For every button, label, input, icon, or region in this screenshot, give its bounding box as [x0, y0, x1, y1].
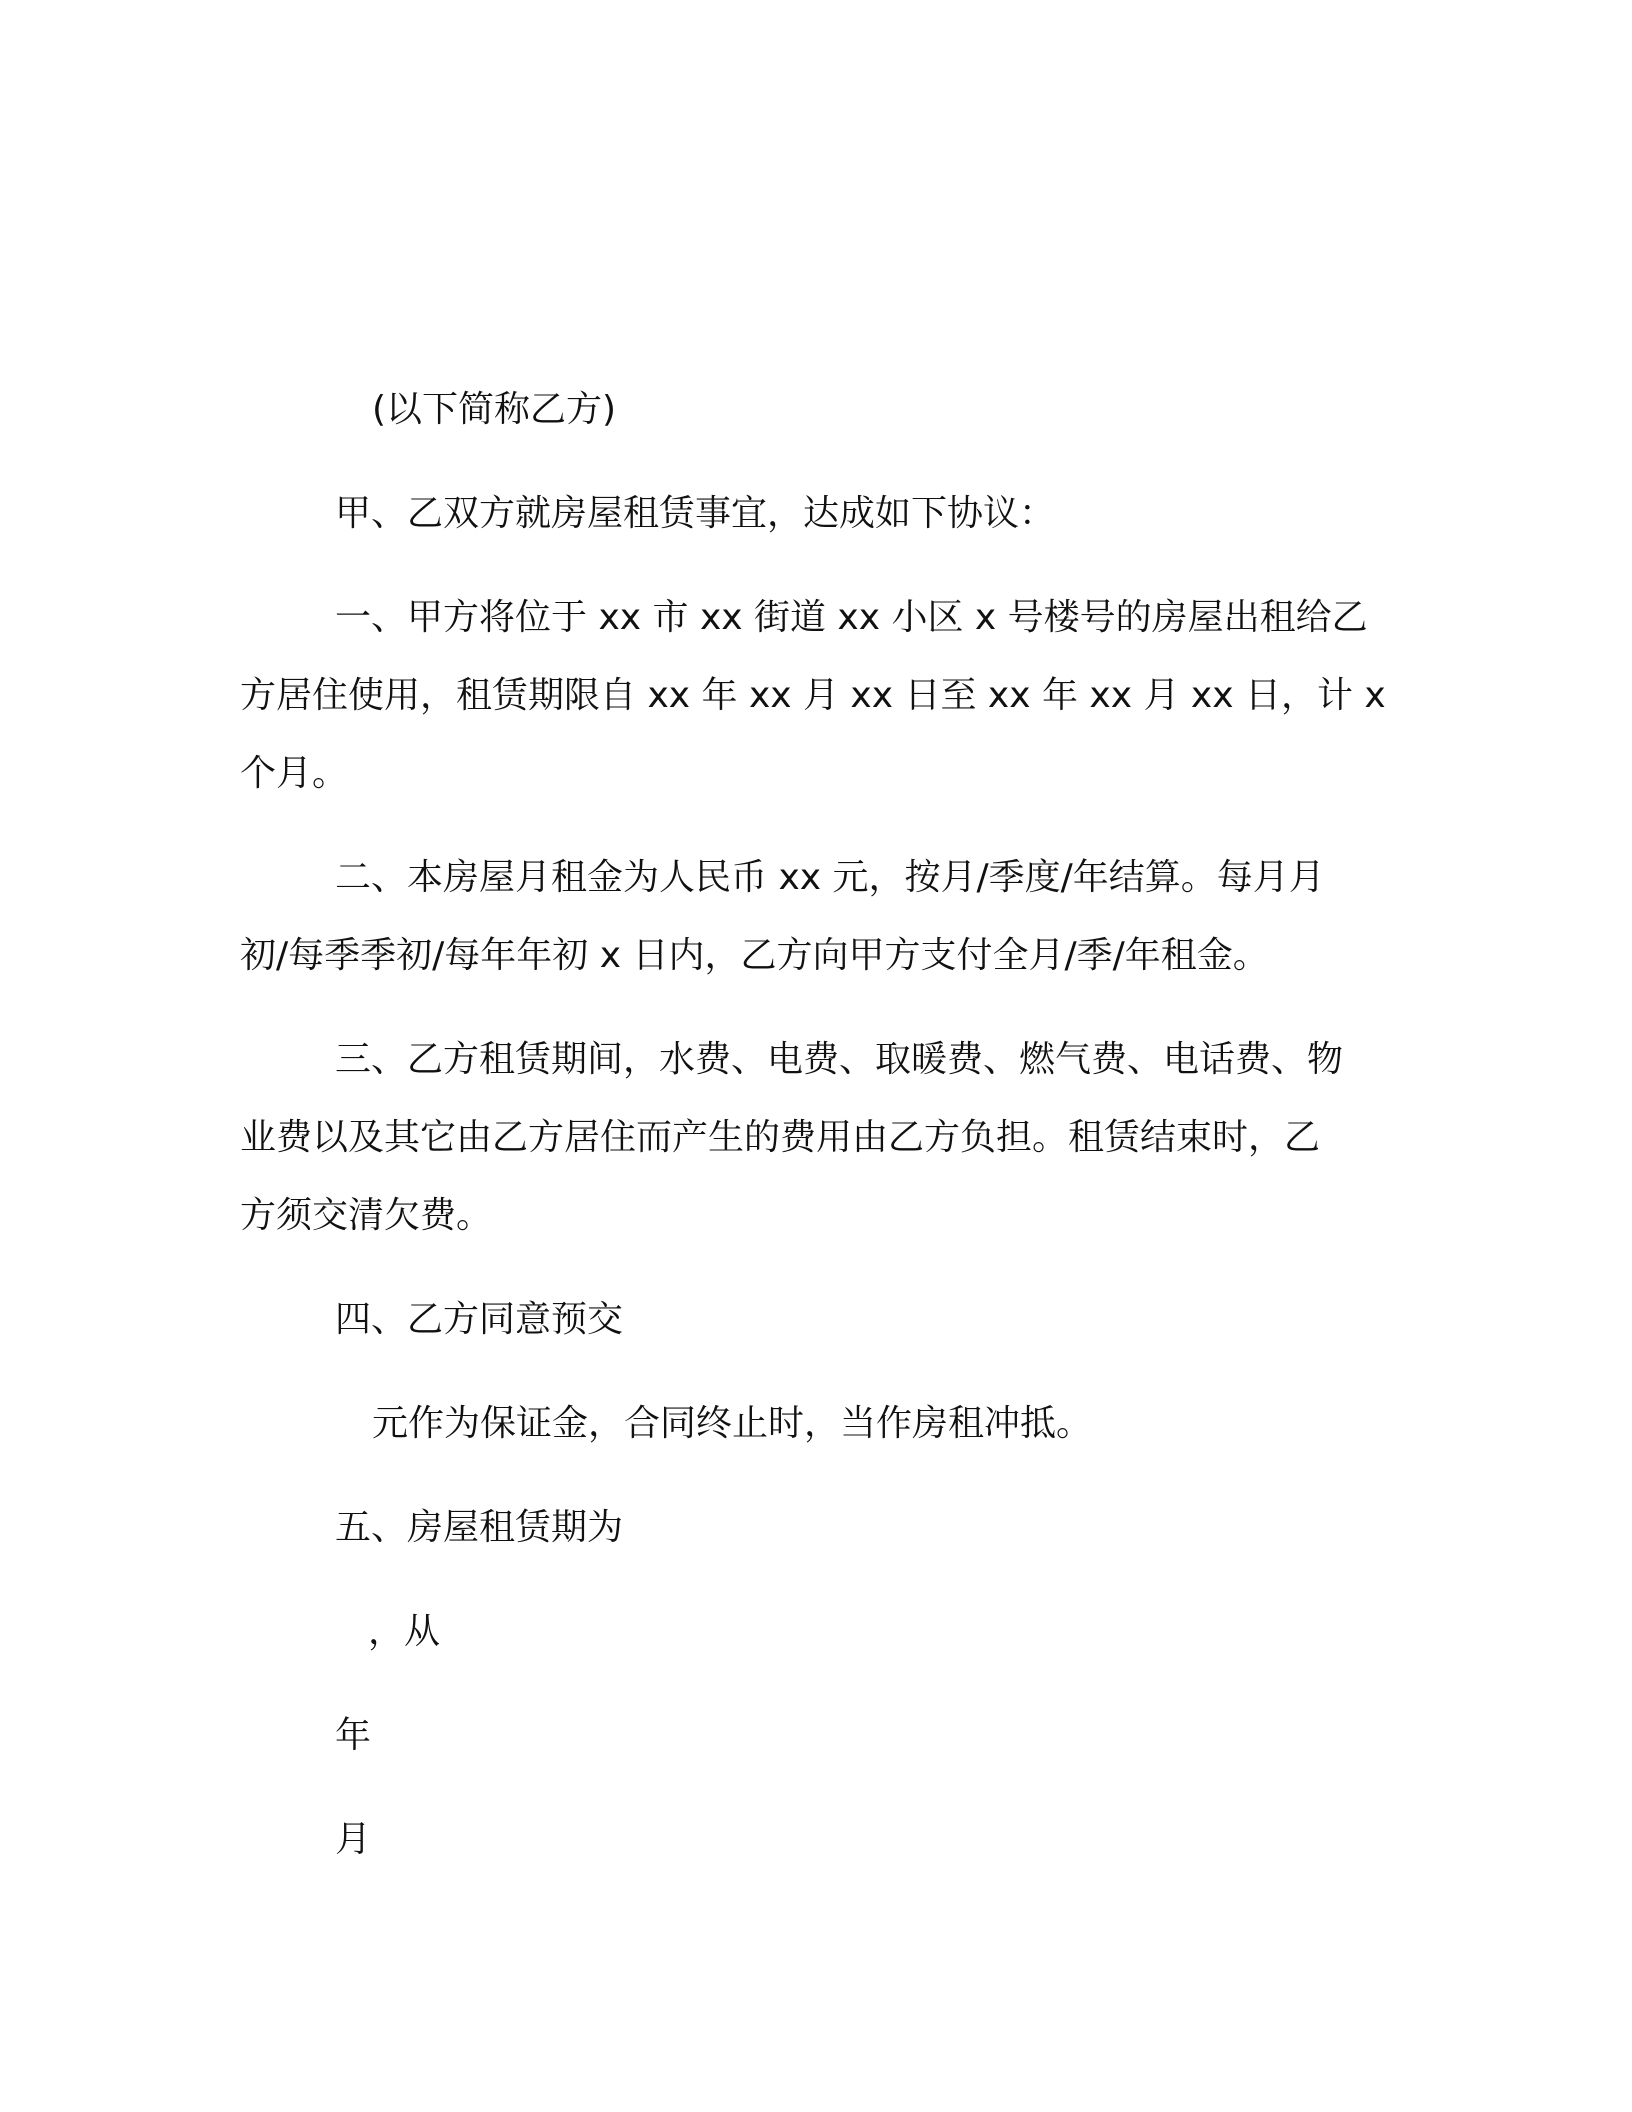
clause-4-line-1: 四、乙方同意预交	[335, 1299, 624, 1340]
clause-3-line-2: 业费以及其它由乙方居住而产生的费用由乙方负担。租赁结束时，乙	[240, 1117, 1321, 1158]
clause-1-line-1: 一、甲方将位于 xx 市 xx 街道 xx 小区 x 号楼号的房屋出租给乙	[335, 597, 1368, 638]
clause-5-line-1: 五、房屋租赁期为	[335, 1507, 624, 1548]
clause-3-line-1: 三、乙方租赁期间，水费、电费、取暖费、燃气费、电话费、物	[335, 1039, 1344, 1080]
clause-2-line-1: 二、本房屋月租金为人民币 xx 元，按月/季度/年结算。每月月	[335, 857, 1325, 898]
clause-1-line-3: 个月。	[240, 753, 349, 794]
clause-5-line-3: 年	[335, 1715, 372, 1756]
agreement-intro-line: 甲、乙双方就房屋租赁事宜，达成如下协议：	[335, 493, 1056, 534]
clause-5-line-2: ，从	[368, 1611, 441, 1652]
party-b-abbreviation-line: (以下简称乙方)	[372, 389, 617, 430]
clause-5-line-4: 月	[335, 1819, 372, 1860]
clause-4-line-2: 元作为保证金，合同终止时，当作房租冲抵。	[372, 1403, 1093, 1444]
clause-1-line-2: 方居住使用，租赁期限自 xx 年 xx 月 xx 日至 xx 年 xx 月 xx 日，计 x	[240, 675, 1386, 716]
clause-2-line-2: 初/每季季初/每年年初 x 日内，乙方向甲方支付全月/季/年租金。	[240, 935, 1269, 976]
clause-3-line-3: 方须交清欠费。	[240, 1195, 493, 1236]
